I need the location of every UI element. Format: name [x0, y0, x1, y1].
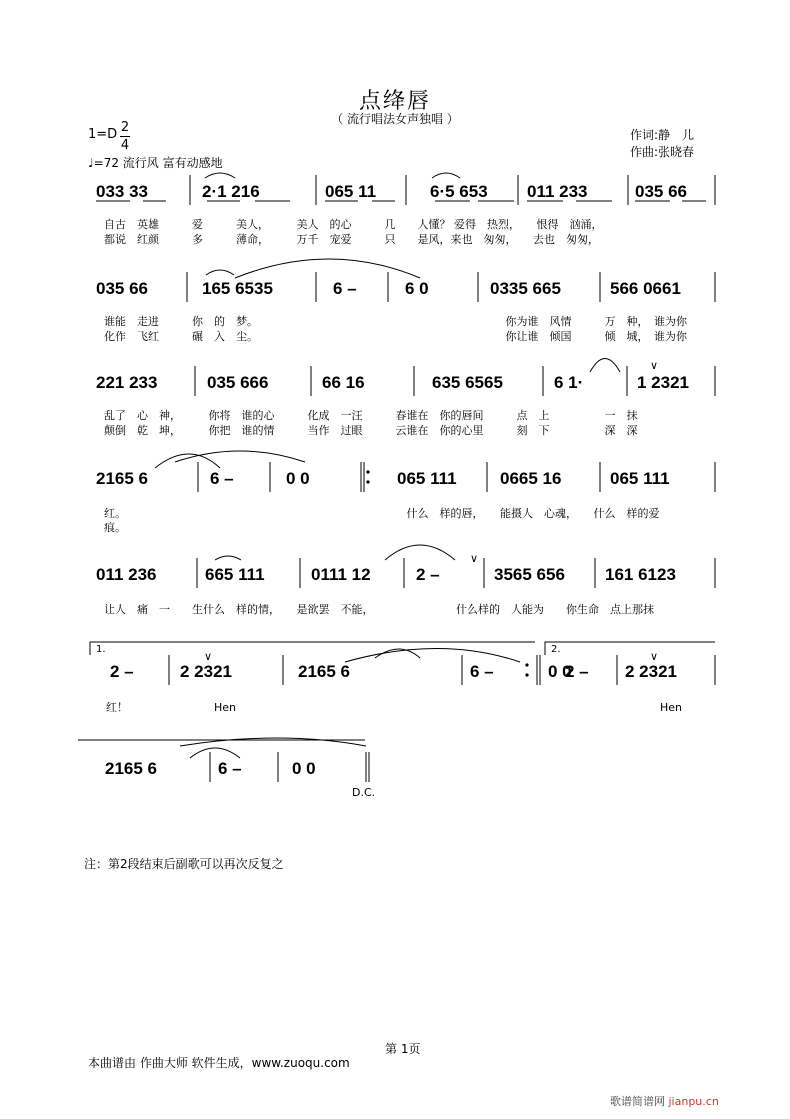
page-number: 第 1页 [385, 1042, 421, 1056]
measure: 6 – [218, 759, 242, 778]
measure: 035 66 [635, 182, 687, 201]
lyric-line: 红！ [106, 701, 128, 714]
lyricist-label: 作词: [630, 128, 659, 142]
meter-bottom: 4 [120, 138, 130, 153]
footer-credit: 本曲谱由 作曲大师 软件生成，www.zuoqu.com [88, 1056, 350, 1070]
measure: 6 – [333, 279, 357, 298]
measure: 0 0 [286, 469, 310, 488]
measure: 2 – [416, 565, 440, 584]
volta-brackets [78, 642, 715, 740]
lyric-line: 痕。 [104, 521, 126, 534]
volta-label: 2. [551, 644, 561, 655]
lyric-line: 化作 飞红 碾 入 尘。 你让谁 倾国 倾 城， 谁为你 [104, 330, 687, 343]
measure: 66 16 [322, 373, 365, 392]
breath-mark: ∨ [470, 552, 479, 565]
key-signature: 1=D [88, 127, 118, 142]
measure: 635 6565 [432, 373, 503, 392]
measure: 6 0 [405, 279, 429, 298]
breath-mark: ∨ [650, 359, 659, 372]
composer-label: 作曲: [630, 145, 659, 159]
watermark-url: jianpu.cn [668, 1095, 719, 1108]
lyric-line: 都说 红颜 多 薄命， 万千 宠爱 只 是风，来也 匆匆， 去也 匆匆， [104, 233, 599, 246]
lyric-line: 自古 英雄 爱 美人， 美人 的心 几 人懂？ 爱得 热烈， 恨得 汹涌， [104, 218, 603, 231]
measure: 035 666 [207, 373, 269, 392]
measure: 065 111 [610, 469, 670, 488]
quarter-note-icon: ♩ [88, 156, 94, 170]
lyric-line: 乱了 心 神， 你将 谁的心 化成 一汪 春谁在 你的唇间 点 上 一 抹 [104, 409, 638, 422]
measure: 221 233 [96, 373, 158, 392]
page-title: 点绛唇 [358, 89, 431, 114]
measure: 035 66 [96, 279, 148, 298]
tempo-text: =72 流行风 富有动感地 [93, 156, 223, 170]
composer-name: 张晓春 [658, 145, 695, 159]
measure: 065 111 [397, 469, 457, 488]
measure: 2 2321 [180, 662, 232, 681]
measure: 6 1· [554, 373, 584, 392]
measure: 1 2321 [637, 373, 689, 392]
breath-mark: ∨ [650, 650, 659, 663]
measure: 033 33 [96, 182, 148, 201]
measure: 2165 6 [298, 662, 350, 681]
measure: 0 0 [292, 759, 316, 778]
lyric-line: Hen [214, 701, 237, 714]
lyric-line: Hen [660, 701, 683, 714]
measure: 0665 16 [500, 469, 562, 488]
measure: 6 – [470, 662, 494, 681]
watermark-cn: 歌谱简谱网 [610, 1095, 665, 1108]
lyric-line: 让人 痛 一 生什么 样的情， 是欲罢 不能， 什么样的 人能为 你生命 点上那抹 [104, 603, 654, 616]
measure: 0 0 [548, 662, 572, 681]
measure: 2165 6 [105, 759, 157, 778]
measure: 165 6535 [202, 279, 273, 298]
measure: 2 – [110, 662, 134, 681]
measure: 3565 656 [494, 565, 565, 584]
lyricist-name: 静 儿 [658, 128, 695, 142]
lyric-line: D.C. [352, 786, 376, 799]
measure: 065 11 [325, 182, 377, 201]
breath-mark: ∨ [204, 650, 213, 663]
measure: 665 111 [205, 565, 265, 584]
footnote: 注：第2段结束后副歌可以再次反复之 [84, 857, 284, 871]
watermark [610, 1093, 719, 1109]
subtitle: （ 流行唱法女声独唱 ） [331, 112, 459, 126]
volta-label: 1. [96, 644, 106, 655]
measure: 011 233 [527, 182, 588, 201]
measure: 6 – [210, 469, 234, 488]
measure: 2165 6 [96, 469, 148, 488]
measure: 2·1 216 [202, 182, 260, 201]
measure: 566 0661 [610, 279, 681, 298]
measure: 0335 665 [490, 279, 561, 298]
measure: 011 236 [96, 565, 157, 584]
measure: 161 6123 [605, 565, 676, 584]
meter-top: 2 [120, 120, 130, 135]
measure: 0111 12 [311, 565, 371, 584]
measure: 2 – [565, 662, 589, 681]
measure: 6·5 653 [430, 182, 488, 201]
lyric-line: 颠倒 乾 坤， 你把 谁的情 当作 过眼 云谁在 你的心里 刻 下 深 深 [104, 424, 638, 437]
lyric-line: 谁能 走进 你 的 梦。 你为谁 风情 万 种， 谁为你 [104, 315, 687, 328]
measure: 2 2321 [625, 662, 677, 681]
lyric-line: 红。 什么 样的唇， 能摄人 心魂， 什么 样的爱 [104, 507, 660, 520]
